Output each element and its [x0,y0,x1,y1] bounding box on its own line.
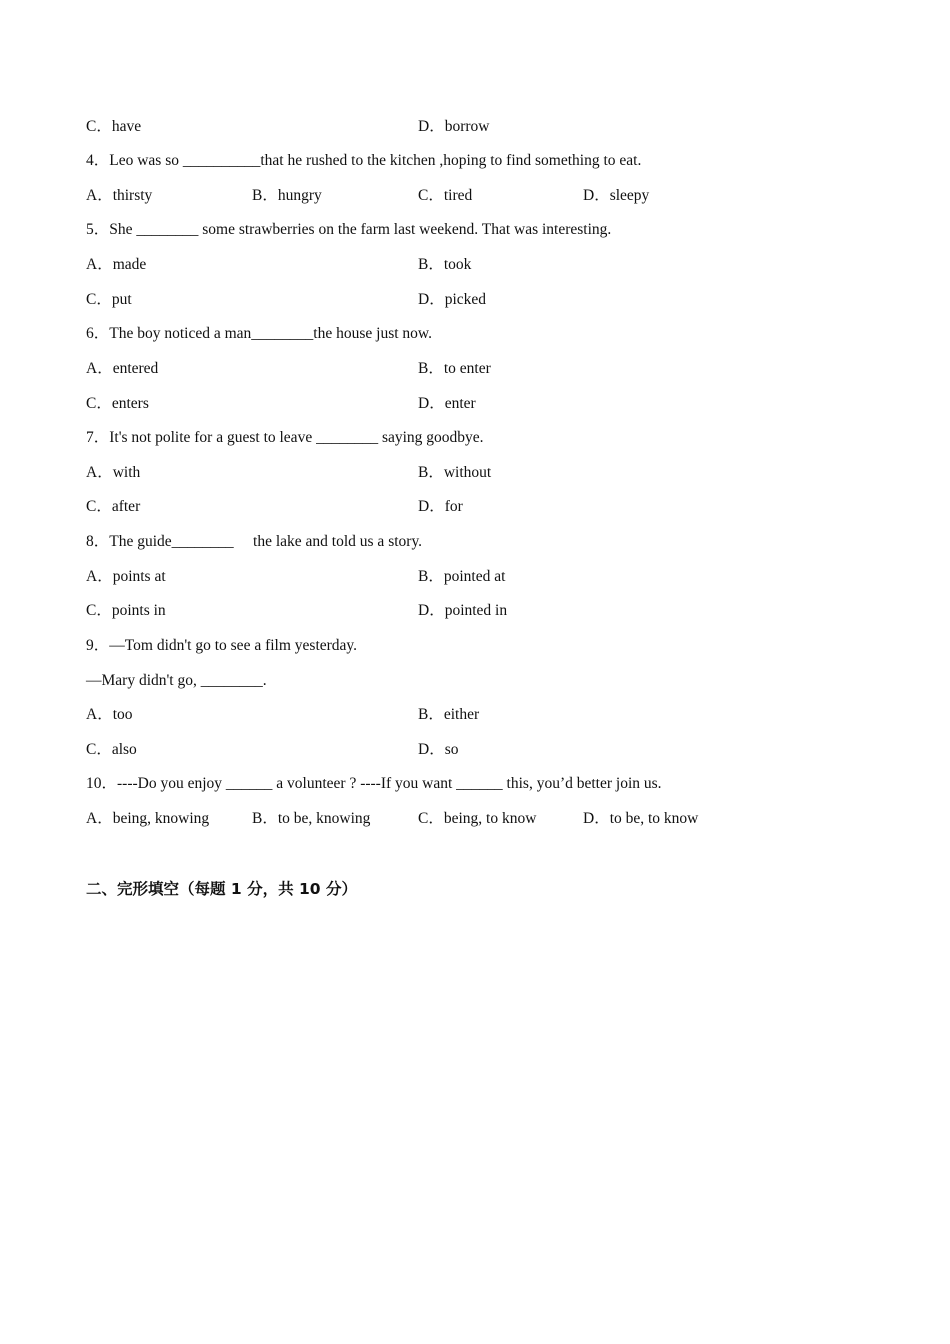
q5-option-b: B．took [418,256,472,273]
q4-option-b: B．hungry [252,187,322,204]
q10-option-a: A．being, knowing [86,810,210,827]
q7-option-a: A．with [86,464,141,481]
q4-option-a: A．thirsty [86,187,153,204]
q6-option-a: A．entered [86,360,159,377]
q8-option-a: A．points at [86,568,166,585]
q6-option-c: C．enters [86,395,149,412]
q6-option-d: D．enter [418,395,476,412]
q9-stem: 9．—Tom didn't go to see a film yesterday. [86,637,358,654]
q9-stem-reply: —Mary didn't go, ________. [86,672,267,689]
q8-option-b: B．pointed at [418,568,506,585]
q6-option-b: B．to enter [418,360,491,377]
q7-option-c: C．after [86,498,141,515]
q4-stem: 4．Leo was so __________that he rushed to the kitchen ,hoping to find something to eat. [86,152,642,169]
q8-option-d: D．pointed in [418,602,508,619]
q10-option-d: D．to be, to know [583,810,699,827]
q6-stem: 6．The boy noticed a man________the house just now. [86,325,432,342]
q7-option-b: B．without [418,464,492,481]
q9-option-c: C．also [86,741,137,758]
q10-option-c: C．being, to know [418,810,537,827]
q3-option-c: C．have [86,118,142,135]
q10-stem: 10．----Do you enjoy ______ a volunteer ? ----If you want ______ this, you’d better join us. [86,775,662,792]
q9-option-b: B．either [418,706,480,723]
section-2-title: 二、完形填空（每题 1 分，共 10 分） [86,880,357,898]
q7-stem: 7．It's not polite for a guest to leave ________ saying goodbye. [86,429,484,446]
q8-option-c: C．points in [86,602,166,619]
q5-option-c: C．put [86,291,132,308]
q7-option-d: D．for [418,498,463,515]
q10-option-b: B．to be, knowing [252,810,371,827]
q9-option-a: A．too [86,706,133,723]
q5-option-a: A．made [86,256,147,273]
q4-option-c: C．tired [418,187,473,204]
q4-option-d: D．sleepy [583,187,650,204]
q5-stem: 5．She ________ some strawberries on the farm last weekend. That was interesting. [86,221,612,238]
q5-option-d: D．picked [418,291,487,308]
q8-stem: 8．The guide________ the lake and told us a story. [86,533,423,550]
q9-option-d: D．so [418,741,459,758]
q3-option-d: D．borrow [418,118,490,135]
